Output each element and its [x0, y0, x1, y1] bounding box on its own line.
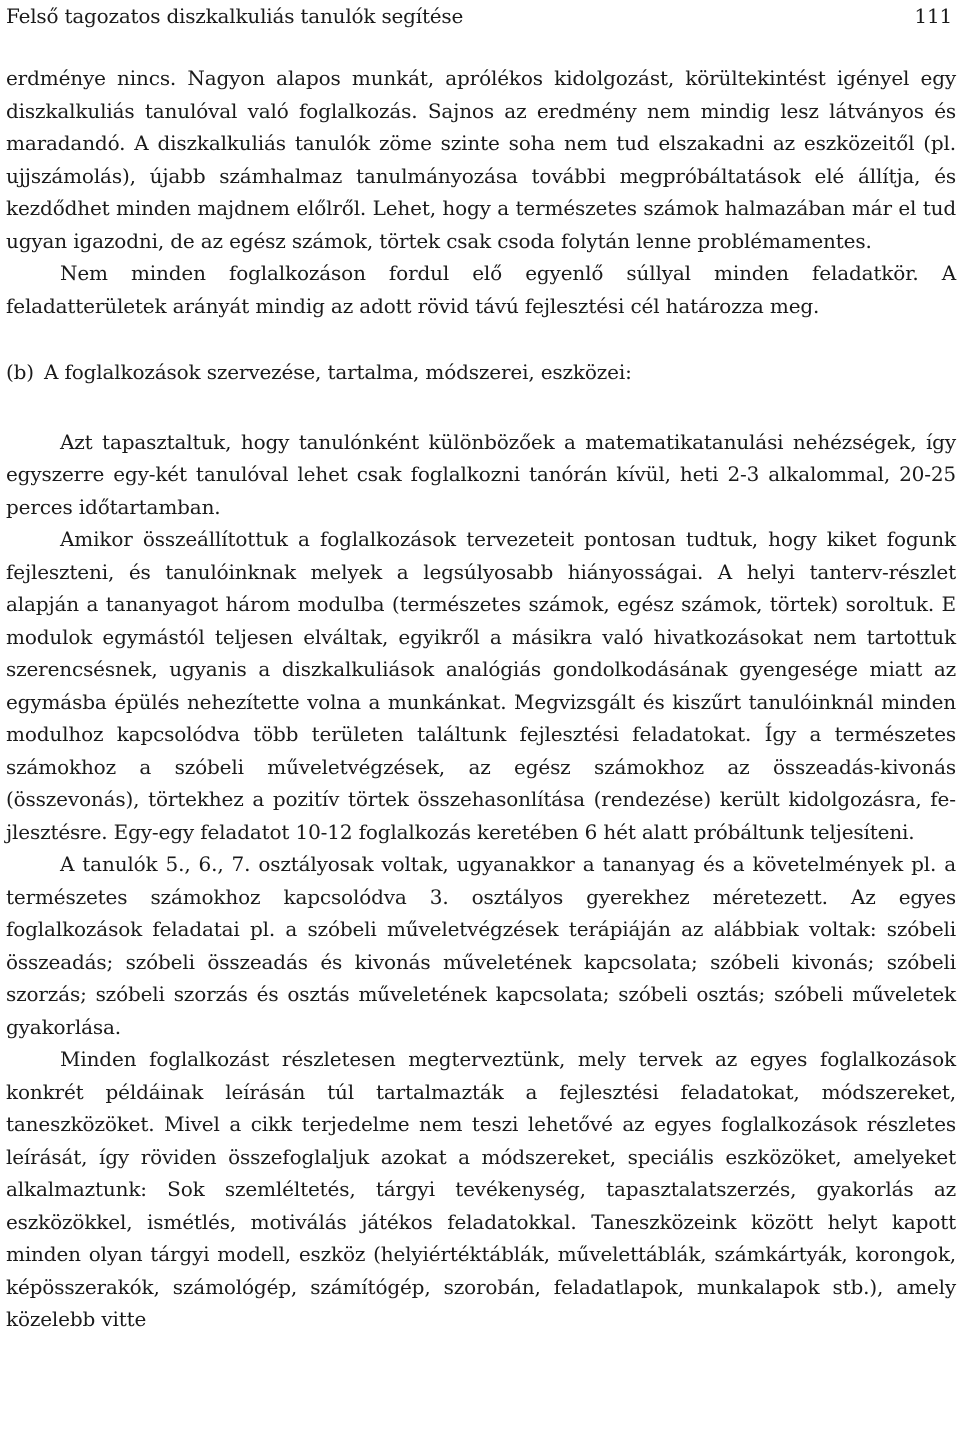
section-heading	[6, 356, 956, 389]
paragraph: Azt tapasztaltuk, hogy tanulónként különbözőek a matematikatanulási nehézségek, így egyszerre egy-két tanulóval lehet csak foglalkozni tanórán kívül, heti 2-3 alkalommal, 20-25 perces időtartamban.	[6, 429, 956, 519]
running-header	[6, 2, 956, 30]
section-title: A foglalkozások szervezése, tartalma, módszerei, eszközei:	[43, 360, 632, 384]
paragraph: Minden foglalkozást részletesen megterveztünk, mely tervek az egyes foglalkozások konkrét példáinak leírásán túl tartalmazták a fejlesztési feladatokat, módszereket, taneszközöket. Mivel a cikk terjedelme nem teszi lehetővé az egyes foglalkozások részletes leírását, így röviden összefoglaljuk azokat a módszereket, speciális eszközöket, amelyeket alkalmaztunk: Sok szemléltetés, tárgyi tevékenység, tapasztalatszerzés, gyakorlás az eszközökkel, ismétlés, motiválás játékos feladatokkal. Taneszközeink között helyt kapott minden olyan tárgyi modell, eszköz (helyiértéktáblák, művelettáblák, számkártyák, korongok, képösszerakók, számológép, számítógép, szorobán, feladatlapok, munkalapok stb.), amely közelebb vitte	[6, 1047, 956, 1331]
paragraph: Nem minden foglalkozáson fordul elő egyenlő súllyal minden feladatkör. A feladatterületek arányát mindig az adott rövid távú fejlesztési cél határozza meg.	[6, 261, 956, 318]
page-number: 111	[914, 4, 952, 28]
body-text	[6, 62, 956, 1336]
paragraph: A tanulók 5., 6., 7. osztályosak voltak, ugyanakkor a tananyag és a követelmények pl. a természetes számokhoz kapcsolódva 3. osztályos gyerekhez méretezett. Az egyes foglalkozások feladatai pl. a szóbeli műveletvégzések terápiáján az alábbiak voltak: szóbeli összeadás; szóbeli összeadás és kivonás műveletének kapcsolata; szóbeli kivonás; szóbeli szorzás; szóbeli szorzás és osztás műveletének kapcsolata; szóbeli osztás; szóbeli műveletek gyakorlása.	[6, 852, 956, 1039]
running-title: Felső tagozatos diszkalkuliás tanulók segítése	[6, 4, 464, 28]
paragraph: erdménye nincs. Nagyon alapos munkát, aprólékos kidolgozást, körültekintést igényel egy diszkalkuliás tanulóval való foglalkozás. Sajnos az eredmény nem mindig lesz látványos és maradandó. A diszkalkuliás tanulók zöme szinte soha nem tud elszakadni az eszközeitől (pl. ujjszámolás), újabb számhalmaz tanulmányozása további megpróbáltatások elé állítja, és kezdődhet minden majdnem előlről. Lehet, hogy a természetes számok halmazában már el tud ugyan igazodni, de az egész számok, törtek csak csoda folytán lenne problémamentes.	[6, 66, 956, 253]
paragraph: Amikor összeállítottuk a foglalkozások tervezeteit pontosan tudtuk, hogy kiket fogunk fejleszteni, és tanulóinknak melyek a legsúlyosabb hiányosságai. A helyi tanterv-részlet alapján a tananyagot három modulba (természetes számok, egész számok, törtek) soroltuk. E modulok egymástól teljesen elváltak, egyikről a másikra való hivatkozásokat nem tartottuk szerencsésnek, ugyanis a diszkalkuliások analógiás gondolkodásának gyengesége miatt az egymásba épülés nehezítette volna a munkánkat. Megvizsgált és kiszűrt tanulóinknál minden modulhoz kapcsolódva több területen találtunk fejlesztési feladatokat. Így a természetes számokhoz a szóbeli műveletvégzések, az egész számokhoz az összeadás-kivonás (összevonás), törtekhez a pozitív törtek összehasonlítása (rendezése) került kidolgozásra, fejlesztésre. Egy-egy feladatot 10-12 foglalkozás keretében 6 hét alatt próbáltunk teljesíteni.	[6, 527, 956, 844]
section-marker: (b)	[6, 360, 34, 384]
